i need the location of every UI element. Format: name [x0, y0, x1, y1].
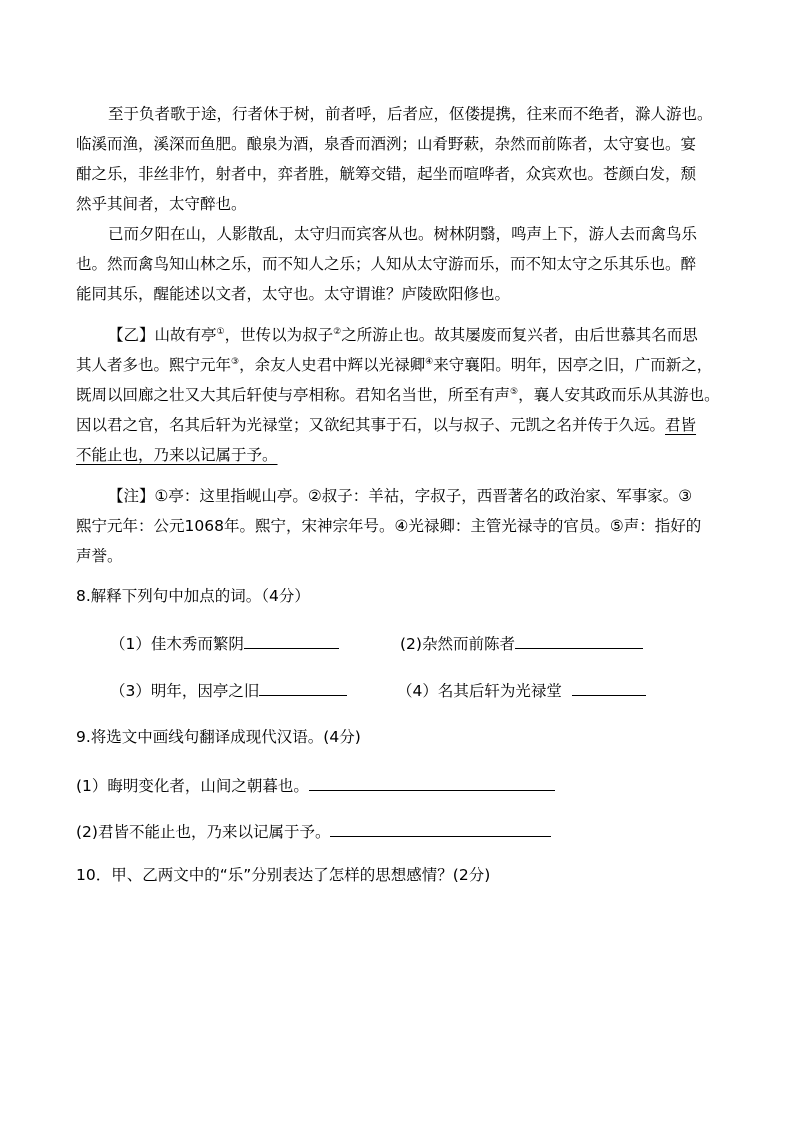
text-line: 至于负者歌于途，行者休于树，前者呼，后者应，伛偻提携，往来而不绝者，滁人游也。	[108, 105, 713, 123]
q8-item-4	[397, 679, 646, 702]
text-line: 临溪而渔，溪深而鱼肥。酿泉为酒，泉香而酒洌；山肴野蔌，杂然而前陈者，太守宴也。宴	[76, 135, 697, 153]
text-segment: 因以君之官，名其后轩为光禄堂；又欲纪其事于石，以与叔子、元凯之名并传于久远。	[76, 416, 666, 434]
text-segment: ，世传以为叔子	[224, 326, 334, 344]
q9-item-2	[76, 820, 551, 843]
text-line	[76, 350, 724, 380]
note-line: 熙宁元年：公元1068年。熙宁，宋神宗年号。④光禄卿：主管光禄寺的官员。⑤声：指好的	[76, 517, 702, 535]
question-8-title: 8.解释下列句中加点的词。（4分）	[76, 587, 310, 605]
text-line: 也。然而禽鸟知山林之乐，而不知人之乐；人知从太守游而乐，而不知太守之乐其乐也。醉	[76, 255, 697, 273]
text-line	[76, 380, 724, 410]
q9-item-2-text: (2)君皆不能止也，乃来以记属于予。	[76, 823, 331, 841]
text-segment: 之所游止也。故其屡废而复兴者，由后世慕其名而思	[341, 326, 698, 344]
footnote-marker: ①	[216, 326, 225, 337]
answer-blank[interactable]	[330, 820, 551, 837]
text-segment: ，余友人史君中辉以光禄卿	[239, 356, 426, 374]
q9-item-1	[76, 774, 555, 797]
text-segment: 其人者多也。熙宁元年	[76, 356, 232, 374]
text-segment: 既周以回廊之壮又大其后轩使与亭相称。君知名当世，所至有声	[76, 386, 511, 404]
notes	[76, 481, 724, 571]
footnote-marker: ②	[333, 326, 342, 337]
passage-yi	[76, 320, 724, 470]
answer-blank[interactable]	[259, 679, 347, 696]
text-segment: 【乙】山故有亭	[108, 326, 217, 344]
q9-item-1-text: (1）晦明变化者，山间之朝暮也。	[76, 777, 309, 795]
answer-blank[interactable]	[309, 774, 555, 791]
q8-item-1	[110, 632, 339, 655]
text-line	[76, 410, 724, 440]
note-line: 声誉。	[76, 547, 123, 565]
underlined-sentence: 不能止也，乃来以记属于予。	[76, 446, 278, 464]
passage-jia-paragraph-2	[76, 219, 724, 309]
q8-item-3-text: （3）明年，因亭之旧	[110, 682, 260, 700]
text-line: 然乎其间者，太守醉也。	[76, 195, 247, 213]
text-line: 酣之乐，非丝非竹，射者中，弈者胜，觥筹交错，起坐而喧哗者，众宾欢也。苍颜白发，颓	[76, 165, 697, 183]
question-9-title: 9.将选文中画线句翻译成现代汉语。(4分)	[76, 728, 361, 746]
text-line: 能同其乐，醒能述以文者，太守也。太守谓谁？庐陵欧阳修也。	[76, 285, 511, 303]
underlined-sentence: 君皆	[665, 416, 697, 434]
text-line: 已而夕阳在山，人影散乱，太守归而宾客从也。树林阴翳，鸣声上下，游人去而禽鸟乐	[108, 225, 698, 243]
q8-item-1-text: （1）佳木秀而繁阴	[110, 635, 244, 653]
answer-blank[interactable]	[572, 679, 646, 696]
q8-item-2	[400, 632, 643, 655]
answer-blank[interactable]	[515, 632, 643, 649]
q8-item-3	[110, 679, 347, 702]
text-line	[76, 320, 724, 350]
footnote-marker: ③	[231, 356, 240, 367]
text-line	[76, 440, 724, 470]
question-10-title: 10．甲、乙两文中的“乐”分别表达了怎样的思想感情？(2分)	[76, 866, 491, 884]
answer-blank[interactable]	[244, 632, 339, 649]
text-segment: 来守襄阳。明年，因亭之旧，广而新之，	[433, 356, 713, 374]
footnote-marker: ④	[425, 356, 434, 367]
note-line: 【注】①亭：这里指岘山亭。②叔子：羊祜，字叔子，西晋著名的政治家、军事家。③	[108, 487, 693, 505]
q8-item-4-text: （4）名其后轩为光禄堂	[397, 682, 562, 700]
q8-item-2-text: (2)杂然而前陈者	[400, 635, 515, 653]
text-segment: ，襄人安其政而乐从其游也。	[518, 386, 720, 404]
footnote-marker: ⑤	[510, 386, 519, 397]
passage-jia-paragraph-1	[76, 99, 724, 219]
